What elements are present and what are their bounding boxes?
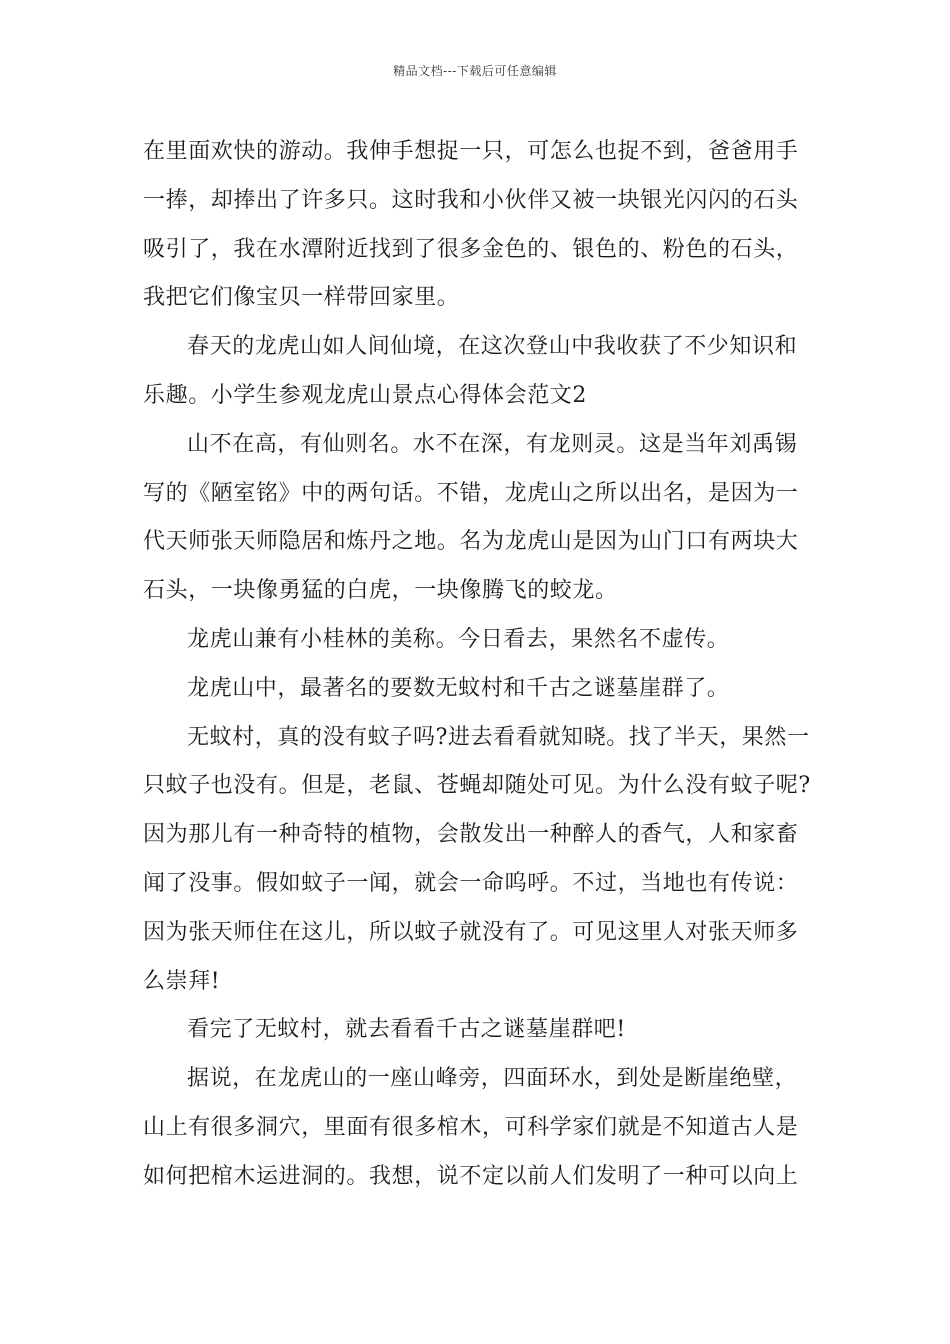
text-line: 龙虎山中，最著名的要数无蚊村和千古之谜墓崖群了。 xyxy=(187,675,730,701)
text-line: 石头，一块像勇猛的白虎，一块像腾飞的蛟龙。 xyxy=(143,578,618,604)
document-body xyxy=(143,128,811,1202)
text-line: 在里面欢快的游动。我伸手想捉一只，可怎么也捉不到，爸爸用手 xyxy=(143,139,799,164)
text-line: 春天的龙虎山如人间仙境，在这次登山中我收获了不少知识和 xyxy=(187,334,798,360)
text-line: 一捧，却捧出了许多只。这时我和小伙伴又被一块银光闪闪的石头 xyxy=(143,187,799,213)
text-line: 写的《陋室铭》中的两句话。不错，龙虎山之所以出名，是因为一 xyxy=(143,480,799,506)
text-line: 闻了没事。假如蚊子一闻，就会一命呜呼。不过，当地也有传说： xyxy=(143,870,799,896)
text-line: 山上有很多洞穴，里面有很多棺木，可科学家们就是不知道古人是 xyxy=(143,1114,799,1140)
text-line: 我把它们像宝贝一样带回家里。 xyxy=(143,285,460,311)
text-line: 吸引了，我在水潭附近找到了很多金色的、银色的、粉色的石头， xyxy=(143,236,799,262)
text-line: 无蚊村，真的没有蚊子吗?进去看看就知晓。找了半天，果然一 xyxy=(187,724,810,750)
text-line: 看完了无蚊村，就去看看千古之谜墓崖群吧! xyxy=(187,1017,626,1043)
text-line: 代天师张天师隐居和炼丹之地。名为龙虎山是因为山门口有两块大 xyxy=(143,529,799,555)
page-header: 精品文档---下载后可任意编辑 xyxy=(393,64,557,78)
text-line: 山不在高，有仙则名。水不在深，有龙则灵。这是当年刘禹锡 xyxy=(187,431,798,457)
text-line: 因为张天师住在这儿，所以蚊子就没有了。可见这里人对张天师多 xyxy=(143,919,799,945)
text-line: 据说，在龙虎山的一座山峰旁，四面环水，到处是断崖绝壁， xyxy=(187,1066,798,1092)
text-line: 因为那儿有一种奇特的植物，会散发出一种醉人的香气，人和家畜 xyxy=(143,822,799,848)
text-line: 龙虎山兼有小桂林的美称。今日看去，果然名不虚传。 xyxy=(187,626,730,652)
text-line: 么崇拜! xyxy=(143,968,221,994)
text-line: 乐趣。小学生参观龙虎山景点心得体会范文2 xyxy=(143,382,587,408)
text-line: 只蚊子也没有。但是，老鼠、苍蝇却随处可见。为什么没有蚊子呢? xyxy=(143,773,811,799)
text-line: 如何把棺木运进洞的。我想，说不定以前人们发明了一种可以向上 xyxy=(143,1163,799,1189)
